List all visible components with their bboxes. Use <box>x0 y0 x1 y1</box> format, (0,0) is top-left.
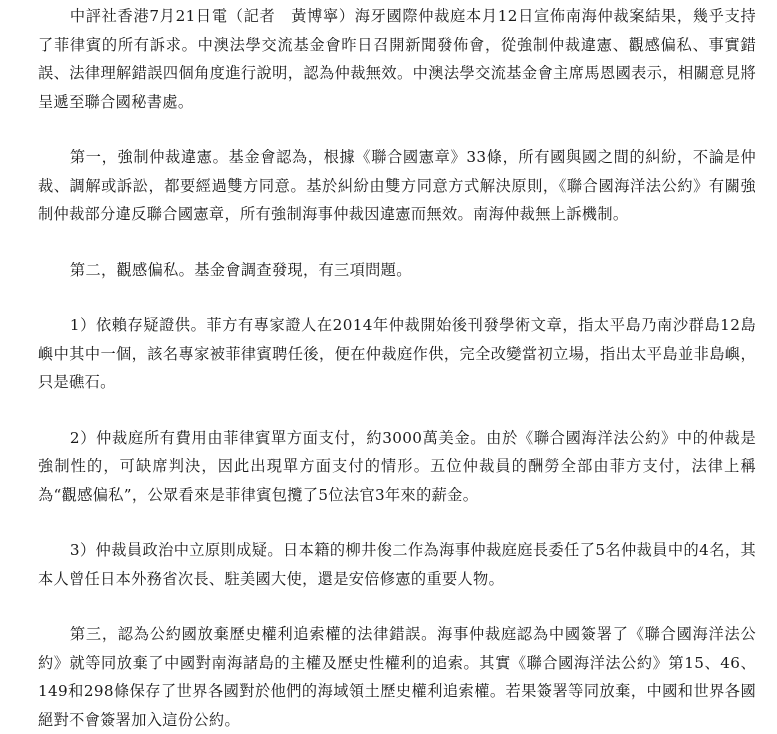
article-paragraph-intro: 中評社香港7月21日電（記者 黃博寧）海牙國際仲裁庭本月12日宣佈南海仲裁案結果，幾乎支持了菲律賓的所有訴求。中澳法學交流基金會昨日召開新聞發佈會，從強制仲裁違憲、觀感偏私、事實錯誤、法律理解錯誤四個角度進行說明，認為仲裁無效。中澳法學交流基金會主席馬恩國表示，相關意見將呈遞至聯合國秘書處。 <box>38 7 756 111</box>
article-paragraph-point-one: 第一，強制仲裁違憲。基金會認為，根據《聯合國憲章》33條，所有國與國之間的糾紛，不論是仲裁、調解或訴訟，都要經過雙方同意。基於糾紛由雙方同意方式解決原則，《聯合國海洋法公約》有關強制仲裁部分違反聯合國憲章，所有強制海事仲裁因違憲而無效。南海仲裁無上訴機制。 <box>38 148 756 223</box>
article-paragraph-issue-3: 3）仲裁員政治中立原則成疑。日本籍的柳井俊二作為海事仲裁庭庭長委任了5名仲裁員中的4名，其本人曾任日本外務省次長、駐美國大使，還是安倍修憲的重要人物。 <box>38 541 756 588</box>
article-paragraph-issue-2: 2）仲裁庭所有費用由菲律賓單方面支付，約3000萬美金。由於《聯合國海洋法公約》中的仲裁是強制性的，可缺席判決，因此出現單方面支付的情形。五位仲裁員的酬勞全部由菲方支付，法律上稱為“觀感偏私”，公眾看來是菲律賓包攬了5位法官3年來的薪金。 <box>38 428 756 504</box>
article-body <box>38 2 756 734</box>
article-paragraph-point-three: 第三，認為公約國放棄歷史權利追索權的法律錯誤。海事仲裁庭認為中國簽署了《聯合國海洋法公約》就等同放棄了中國對南海諸島的主權及歷史性權利的追索。其實《聯合國海洋法公約》第15、46、149和298條保存了世界各國對於他們的海域領土歷史權利追索權。若果簽署等同放棄，中國和世界各國絕對不會簽署加入這份公約。 <box>38 625 756 729</box>
article-paragraph-issue-1: 1）依賴存疑證供。菲方有專家證人在2014年仲裁開始後刊發學術文章，指太平島乃南沙群島12島嶼中其中一個，該名專家被菲律賓聘任後，便在仲裁庭作供，完全改變當初立場，指出太平島並非島嶼，只是礁石。 <box>38 316 756 391</box>
article-paragraph-point-two: 第二，觀感偏私。基金會調查發現，有三項問題。 <box>69 260 412 279</box>
